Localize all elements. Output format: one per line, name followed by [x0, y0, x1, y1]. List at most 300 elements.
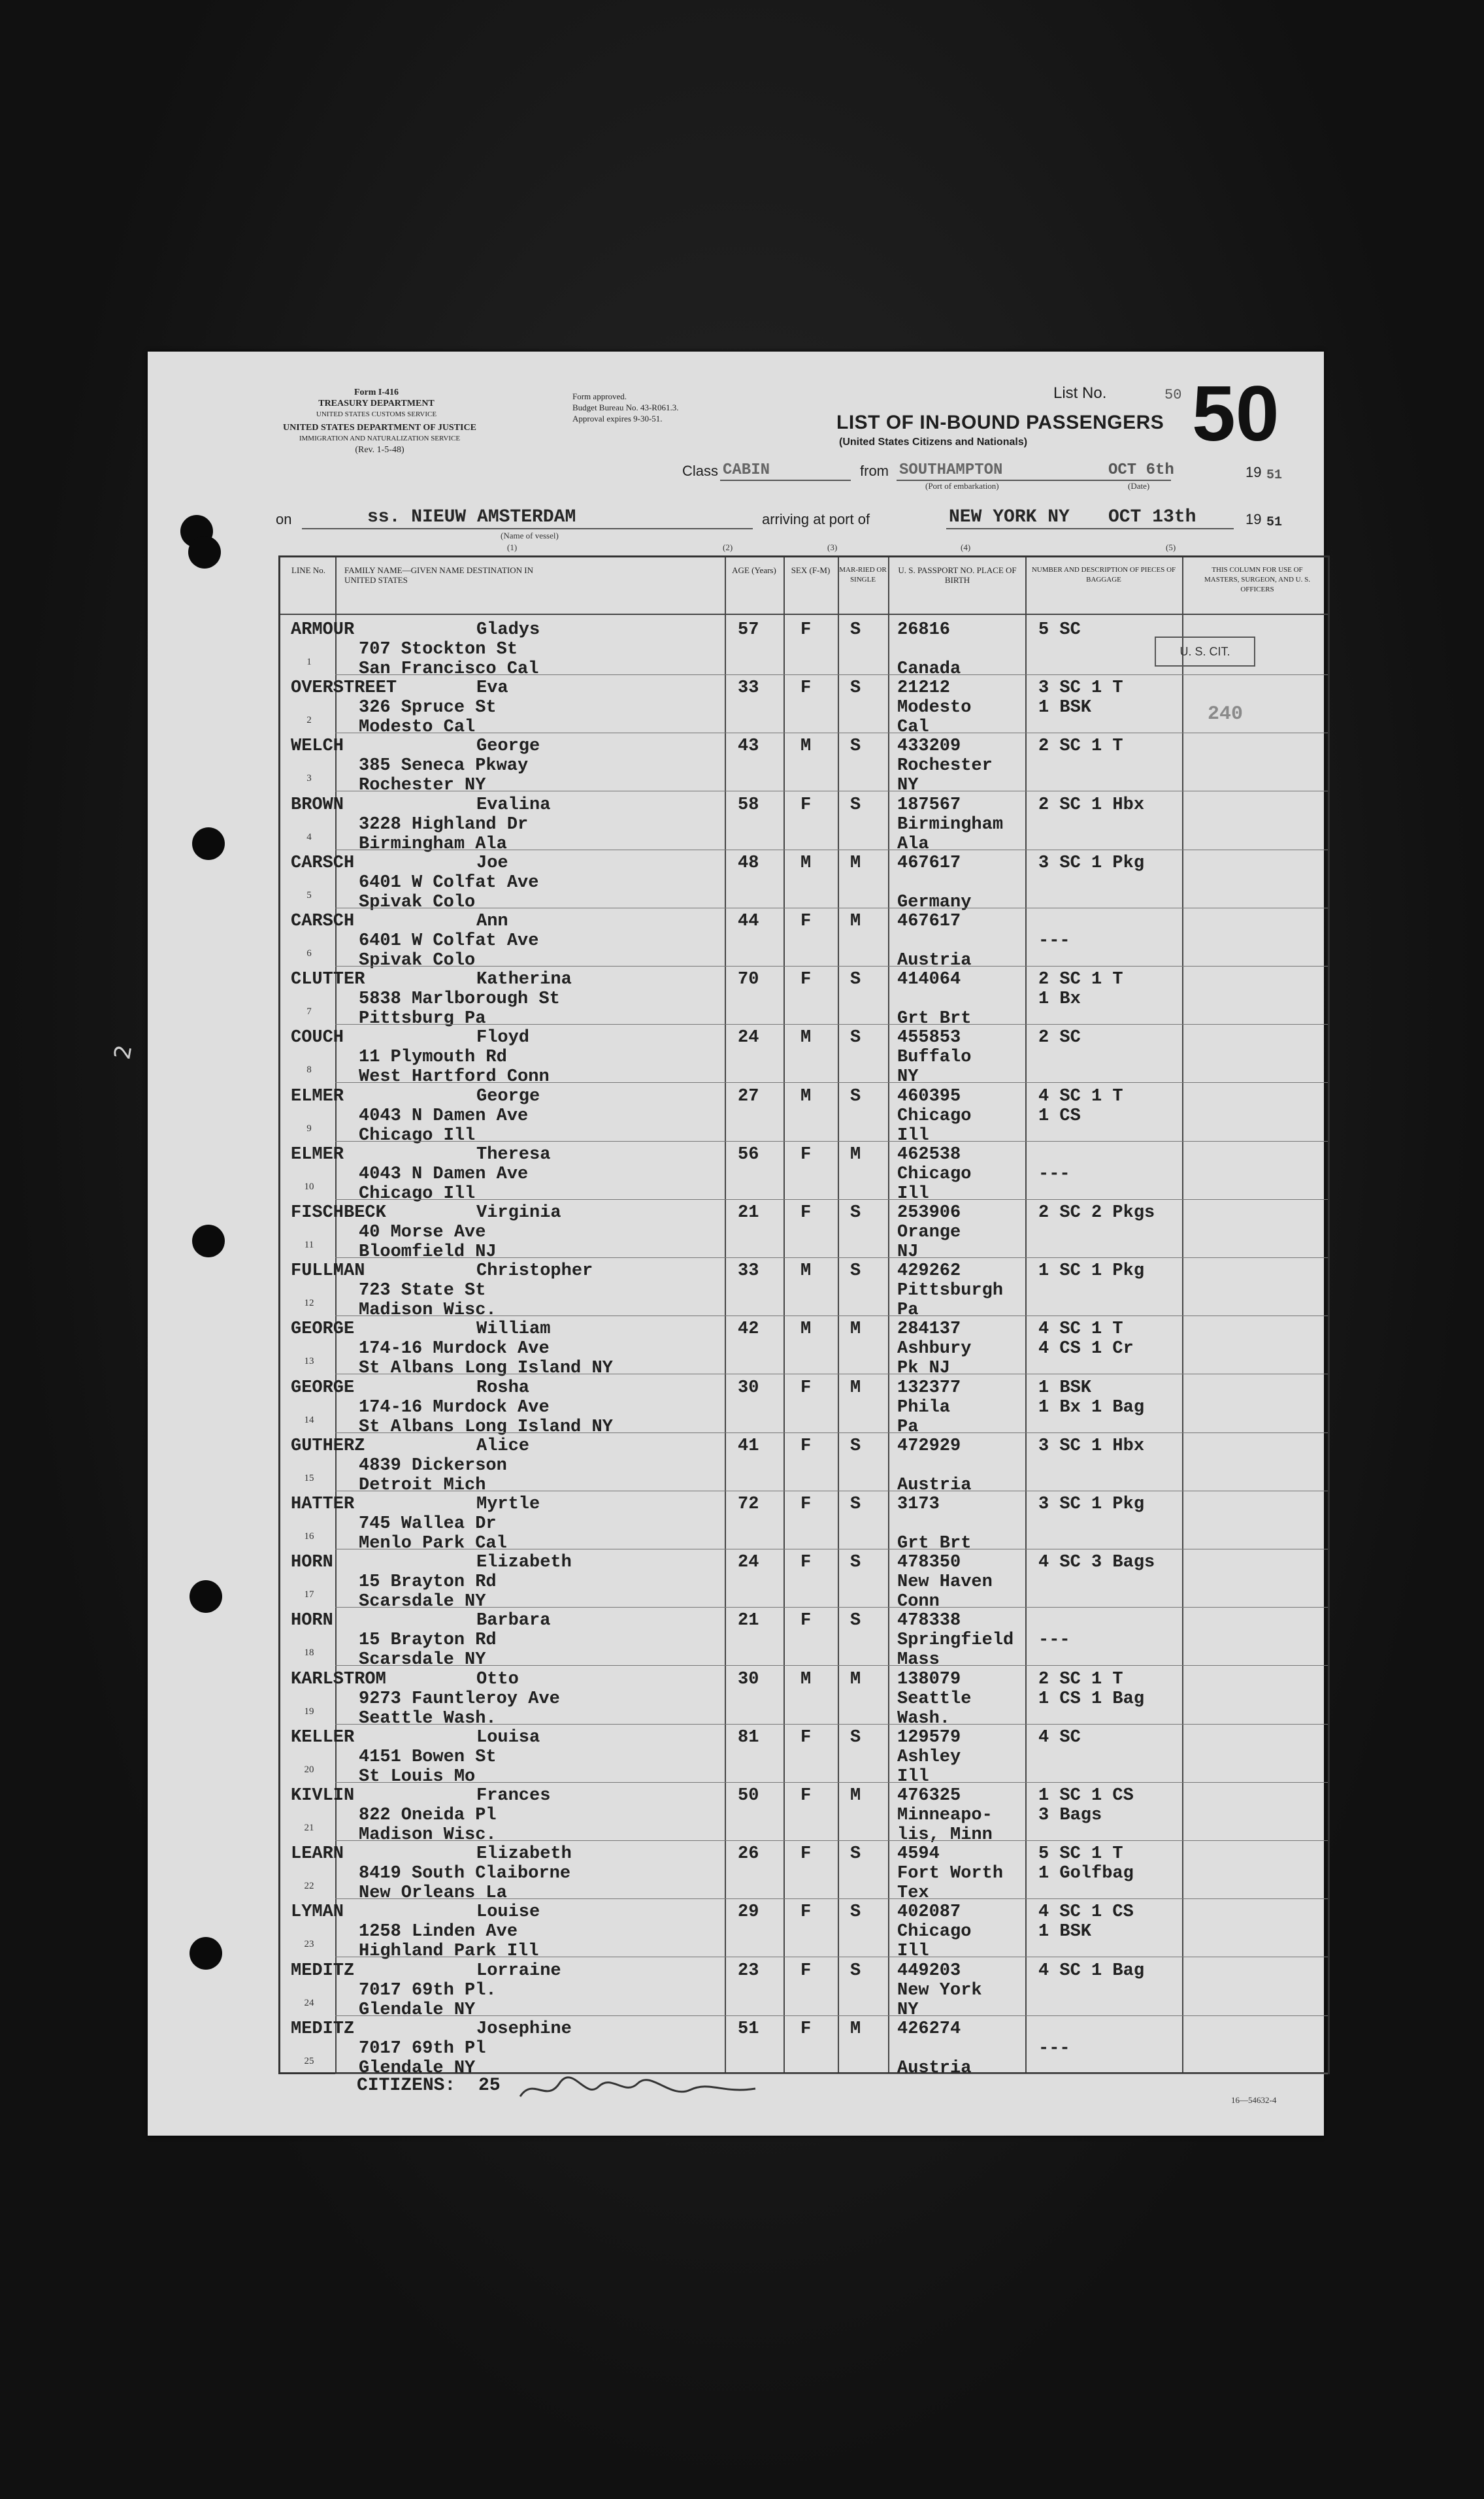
table-row — [280, 1666, 1328, 1729]
given-name-text: Lorraine — [476, 1961, 561, 1981]
given-name-text: Louise — [476, 1902, 540, 1923]
age-text: 43 — [738, 736, 759, 757]
marital-status-text: S — [850, 1902, 861, 1923]
page-title: LIST OF IN-BOUND PASSENGERS — [836, 412, 1164, 433]
line-number: 4 — [306, 831, 312, 842]
col-number-3: (3) — [827, 542, 838, 552]
baggage-line-2: 1 BSK — [1038, 698, 1092, 718]
birthplace-line-1: Ashley — [897, 1747, 961, 1767]
line-number: 1 — [306, 657, 312, 667]
given-name-text: Frances — [476, 1786, 551, 1806]
given-name-text: Theresa — [476, 1144, 551, 1165]
address-line-1: 723 State St — [359, 1281, 486, 1301]
table-row — [280, 1724, 1328, 1787]
list-no-label: List No. — [1053, 384, 1107, 402]
passport-number: 467617 — [897, 853, 961, 873]
given-name-text: Floyd — [476, 1028, 530, 1048]
surname-text: LEARN — [291, 1844, 344, 1864]
marital-status-text: S — [850, 1961, 861, 1981]
from-label: from — [860, 463, 889, 479]
given-name-text: Ann — [476, 912, 508, 931]
sex-text: F — [800, 1553, 812, 1573]
marital-status-text: S — [850, 1086, 861, 1106]
sex-text: M — [800, 1086, 812, 1106]
address-line-1: 822 Oneida Pl — [359, 1806, 497, 1825]
passport-number: 449203 — [897, 1961, 961, 1981]
line-number: 21 — [304, 1823, 314, 1833]
surname-text: CLUTTER — [291, 970, 365, 990]
baggage-line-1: 3 SC 1 Pkg — [1038, 853, 1145, 873]
address-line-2: Madison Wisc. — [359, 1300, 497, 1321]
surname-text: KELLER — [291, 1727, 355, 1747]
baggage-line-1: 2 SC 1 T — [1038, 970, 1123, 990]
age-text: 50 — [738, 1786, 759, 1806]
baggage-line-1: 3 SC 1 Pkg — [1038, 1495, 1145, 1514]
age-text: 58 — [738, 795, 759, 815]
sex-text: F — [800, 1902, 812, 1923]
table-row — [280, 1549, 1328, 1612]
baggage-line-1: 5 SC — [1038, 620, 1081, 640]
address-line-1: 15 Brayton Rd — [359, 1630, 497, 1651]
address-line-1: 8419 South Claiborne — [359, 1864, 571, 1884]
address-line-1: 4043 N Damen Ave — [359, 1106, 529, 1126]
table-row — [280, 1199, 1328, 1262]
baggage-line-1: 1 SC 1 CS — [1038, 1786, 1134, 1806]
line-number: 15 — [304, 1472, 314, 1483]
surname-text: KIVLIN — [291, 1786, 355, 1806]
birthplace-line-2: lis, Minn — [897, 1825, 993, 1845]
given-name-text: Barbara — [476, 1611, 551, 1631]
surname-text: ELMER — [291, 1144, 344, 1165]
line-number: 7 — [306, 1006, 312, 1018]
address-line-2: Rochester NY — [359, 776, 486, 796]
passport-number: 433209 — [897, 736, 961, 757]
arrival-port: NEW YORK NY — [949, 507, 1070, 527]
birthplace-line-1: New Haven — [897, 1572, 993, 1593]
birthplace-line-2: Mass — [897, 1650, 940, 1670]
table-row — [280, 2015, 1328, 2078]
age-text: 24 — [738, 1553, 759, 1573]
marital-status-text: S — [850, 970, 861, 990]
sex-text: F — [800, 1961, 812, 1981]
table-row — [280, 966, 1328, 1029]
depart-year: 51 — [1266, 468, 1283, 483]
col-number-5: (5) — [1166, 542, 1176, 552]
birthplace-line-2: Pa — [897, 1300, 919, 1321]
marital-status-text: S — [850, 1028, 861, 1048]
baggage-line-1: 2 SC 1 T — [1038, 1669, 1123, 1689]
baggage-line-2: 1 Bx — [1038, 989, 1081, 1010]
passenger-table — [278, 555, 1330, 2078]
punch-hole — [190, 1937, 222, 1970]
class-value: CABIN — [723, 461, 770, 479]
line-number: 6 — [306, 948, 312, 959]
baggage-line-1: 2 SC 1 Hbx — [1038, 795, 1145, 815]
surname-text: MEDITZ — [291, 1961, 355, 1981]
age-text: 51 — [738, 2019, 759, 2039]
class-underline — [720, 480, 851, 481]
birthplace-line-1: Buffalo — [897, 1048, 972, 1068]
address-line-2: Madison Wisc. — [359, 1825, 497, 1845]
col-head-baggage: NUMBER AND DESCRIPTION OF PIECES OF BAGGAGE — [1031, 566, 1176, 584]
table-row — [280, 1840, 1328, 1904]
address-line-1: 7017 69th Pl — [359, 2038, 486, 2059]
line-number: 13 — [304, 1356, 314, 1367]
birthplace-line-2: Ala — [897, 834, 929, 854]
arrival-year-prefix: 19 — [1245, 511, 1262, 527]
address-line-1: 6401 W Colfat Ave — [359, 931, 539, 951]
age-text: 72 — [738, 1495, 759, 1514]
address-line-2: Modesto Cal — [359, 718, 476, 738]
sex-text: F — [800, 1786, 812, 1806]
address-line-2: Chicago Ill — [359, 1125, 476, 1146]
line-number: 19 — [304, 1706, 314, 1717]
sex-text: M — [800, 1669, 812, 1689]
line-number: 22 — [304, 1881, 314, 1892]
sex-text: F — [800, 795, 812, 815]
given-name-text: Alice — [476, 1436, 530, 1456]
marital-status-text: M — [850, 1319, 861, 1340]
table-row — [280, 733, 1328, 796]
age-text: 42 — [738, 1319, 759, 1340]
line-number: 10 — [304, 1181, 314, 1192]
age-text: 23 — [738, 1961, 759, 1981]
surname-text: CARSCH — [291, 853, 355, 873]
birthplace-line-1: Chicago — [897, 1164, 972, 1184]
address-line-1: 4839 Dickerson — [359, 1455, 507, 1476]
given-name-text: Elizabeth — [476, 1844, 572, 1864]
age-text: 29 — [738, 1902, 759, 1923]
line-number: 8 — [306, 1065, 312, 1076]
birthplace-line-1: Rochester — [897, 756, 993, 776]
sex-text: M — [800, 1319, 812, 1340]
marital-status-text: M — [850, 1786, 861, 1806]
vessel-underline — [302, 528, 753, 529]
birthplace-line-1: Seattle — [897, 1689, 972, 1709]
address-line-2: Scarsdale NY — [359, 1592, 486, 1612]
marital-status-text: S — [850, 678, 861, 699]
passport-number: 462538 — [897, 1144, 961, 1165]
approval-expires: Approval expires 9-30-51. — [572, 414, 663, 423]
given-name-text: Elizabeth — [476, 1553, 572, 1573]
birthplace-line-2: Pk NJ — [897, 1359, 951, 1379]
table-row — [280, 674, 1328, 738]
baggage-line-1: 2 SC 2 Pkgs — [1038, 1203, 1155, 1223]
passport-number: 478350 — [897, 1553, 961, 1573]
birthplace-line-2: Ill — [897, 1125, 929, 1146]
col-number-4: (4) — [961, 542, 971, 552]
sex-text: M — [800, 1261, 812, 1282]
surname-text: FULLMAN — [291, 1261, 365, 1282]
birthplace-line-2: Ill — [897, 1183, 929, 1204]
sex-text: F — [800, 970, 812, 990]
address-line-1: 326 Spruce St — [359, 698, 497, 718]
form-number: Form I-416 — [354, 388, 399, 397]
table-row — [280, 1957, 1328, 2020]
given-name-text: Joe — [476, 853, 508, 873]
faint-mark: 240 — [1208, 703, 1244, 725]
birthplace-line-1: Ashbury — [897, 1339, 972, 1359]
sex-text: F — [800, 1727, 812, 1747]
passport-number: 284137 — [897, 1319, 961, 1340]
col-head-sex: SEX (F-M) — [791, 565, 831, 575]
sex-text: F — [800, 1495, 812, 1514]
birthplace-line-2: Pa — [897, 1417, 919, 1437]
given-name-text: Gladys — [476, 620, 540, 640]
age-text: 30 — [738, 1378, 759, 1398]
sex-text: M — [800, 1028, 812, 1048]
birthplace-line-2: Grt Brt — [897, 1534, 972, 1553]
vessel-caption: (Name of vessel) — [501, 531, 559, 540]
birthplace-line-2: Canada — [897, 659, 961, 679]
birthplace-line-1: Chicago — [897, 1106, 972, 1126]
passport-number: 132377 — [897, 1378, 961, 1398]
passport-number: 187567 — [897, 795, 961, 815]
given-name-text: Virginia — [476, 1203, 561, 1223]
passport-number: 472929 — [897, 1436, 961, 1456]
passenger-list-form — [148, 352, 1324, 2136]
surname-text: CARSCH — [291, 912, 355, 931]
baggage-line-2: 1 Golfbag — [1038, 1864, 1134, 1884]
marital-status-text: S — [850, 795, 861, 815]
surname-text: GEORGE — [291, 1319, 355, 1340]
passport-number: 478338 — [897, 1611, 961, 1631]
col-head-married: MAR-RIED OR SINGLE — [839, 566, 887, 584]
line-number: 12 — [304, 1298, 314, 1309]
list-no-big: 50 — [1192, 370, 1279, 457]
address-line-2: Spivak Colo — [359, 892, 476, 912]
address-line-2: Pittsburg Pa — [359, 1009, 486, 1029]
baggage-line-1: 1 SC 1 Pkg — [1038, 1261, 1145, 1282]
surname-text: HATTER — [291, 1495, 355, 1514]
line-number: 25 — [304, 2055, 314, 2066]
baggage-line-1: 5 SC 1 T — [1038, 1844, 1123, 1864]
sex-text: F — [800, 1144, 812, 1165]
passport-number: 138079 — [897, 1669, 961, 1689]
given-name-text: George — [476, 736, 540, 757]
birthplace-line-2: NY — [897, 2000, 919, 2020]
col-head-line: LINE No. — [291, 565, 325, 575]
birthplace-line-2: Austria — [897, 1475, 972, 1495]
line-number: 18 — [304, 1647, 314, 1659]
punch-hole — [188, 536, 221, 569]
passport-number: 460395 — [897, 1086, 961, 1106]
passport-number: 414064 — [897, 970, 961, 990]
baggage-line-2: --- — [1038, 931, 1070, 951]
address-line-2: San Francisco Cal — [359, 659, 539, 679]
justice-block — [239, 422, 520, 455]
baggage-line-1: 4 SC 1 T — [1038, 1086, 1123, 1106]
marital-status-text: S — [850, 1727, 861, 1747]
age-text: 44 — [738, 912, 759, 931]
given-name-text: Louisa — [476, 1727, 540, 1747]
depart-year-prefix: 19 — [1245, 464, 1262, 480]
birthplace-line-2: Austria — [897, 951, 972, 970]
age-text: 24 — [738, 1028, 759, 1048]
age-text: 21 — [738, 1611, 759, 1631]
on-label: on — [276, 511, 292, 527]
baggage-line-2: 1 CS 1 Bag — [1038, 1689, 1145, 1709]
table-row — [280, 1316, 1328, 1379]
age-text: 27 — [738, 1086, 759, 1106]
marital-status-text: S — [850, 1611, 861, 1631]
marital-status-text: S — [850, 1261, 861, 1282]
surname-text: LYMAN — [291, 1902, 344, 1923]
birthplace-line-2: Conn — [897, 1592, 940, 1612]
given-name-text: William — [476, 1319, 551, 1340]
passport-number: 21212 — [897, 678, 951, 699]
baggage-line-2: 1 BSK — [1038, 1922, 1092, 1942]
given-name-text: Myrtle — [476, 1495, 540, 1514]
address-line-2: St Albans Long Island NY — [359, 1359, 613, 1379]
age-text: 21 — [738, 1203, 759, 1223]
address-line-1: 3228 Highland Dr — [359, 814, 529, 835]
age-text: 33 — [738, 678, 759, 699]
col-number-1: (1) — [507, 542, 518, 552]
line-number: 17 — [304, 1589, 314, 1600]
passport-number: 26816 — [897, 620, 951, 640]
baggage-line-1: 3 SC 1 Hbx — [1038, 1436, 1145, 1456]
table-row — [280, 1898, 1328, 1962]
surname-text: BROWN — [291, 795, 344, 815]
marital-status-text: M — [850, 2019, 861, 2039]
age-text: 26 — [738, 1844, 759, 1864]
line-number: 16 — [304, 1531, 314, 1542]
address-line-2: Seattle Wash. — [359, 1708, 497, 1729]
marital-status-text: S — [850, 1553, 861, 1573]
address-line-1: 707 Stockton St — [359, 640, 518, 659]
baggage-line-2: 4 CS 1 Cr — [1038, 1339, 1134, 1359]
birthplace-line-2: NY — [897, 776, 919, 796]
birthplace-line-1: Orange — [897, 1223, 961, 1242]
address-line-2: Menlo Park Cal — [359, 1534, 507, 1553]
col-head-passport: U. S. PASSPORT NO. PLACE OF BIRTH — [898, 565, 1017, 585]
age-text: 33 — [738, 1261, 759, 1282]
table-row — [280, 1141, 1328, 1204]
line-number: 20 — [304, 1764, 314, 1775]
table-row — [280, 850, 1328, 912]
col-number-2: (2) — [723, 542, 733, 552]
col-head-name: FAMILY NAME—GIVEN NAME DESTINATION IN UNITED STATES — [344, 565, 534, 585]
baggage-line-1: 3 SC 1 T — [1038, 678, 1123, 699]
marital-status-text: S — [850, 1436, 861, 1456]
marital-status-text: M — [850, 1378, 861, 1398]
baggage-line-1: 4 SC 1 Bag — [1038, 1961, 1145, 1981]
address-line-1: 4151 Bowen St — [359, 1747, 497, 1767]
passport-number: 467617 — [897, 912, 961, 931]
table-row — [280, 908, 1328, 970]
passport-number: 426274 — [897, 2019, 961, 2039]
table-row — [280, 1257, 1328, 1321]
signature-stroke — [520, 2077, 755, 2096]
surname-text: MEDITZ — [291, 2019, 355, 2039]
address-line-2: Glendale NY — [359, 2058, 476, 2078]
birthplace-line-2: Austria — [897, 2058, 972, 2078]
birthplace-line-2: Ill — [897, 1766, 929, 1787]
address-line-2: St Albans Long Island NY — [359, 1417, 613, 1437]
birthplace-line-2: NY — [897, 1067, 919, 1087]
revision: (Rev. 1-5-48) — [355, 445, 404, 455]
address-line-2: Bloomfield NJ — [359, 1242, 497, 1262]
table-row — [280, 1432, 1328, 1495]
table-row — [280, 1607, 1328, 1670]
line-number: 3 — [306, 773, 312, 784]
address-line-2: Highland Park Ill — [359, 1942, 539, 1962]
line-number: 9 — [306, 1123, 312, 1134]
table-row — [280, 1024, 1328, 1087]
sex-text: F — [800, 1611, 812, 1631]
birthplace-line-1: Minneapo- — [897, 1806, 993, 1825]
punch-hole — [190, 1580, 222, 1613]
birthplace-line-2: Tex — [897, 1883, 929, 1904]
passport-number: 4594 — [897, 1844, 940, 1864]
birthplace-line-1: New York — [897, 1980, 982, 2000]
given-name-text: Katherina — [476, 970, 572, 990]
given-name-text: Otto — [476, 1669, 519, 1689]
passport-number: 455853 — [897, 1028, 961, 1048]
sex-text: F — [800, 1378, 812, 1398]
age-text: 70 — [738, 970, 759, 990]
address-line-1: 15 Brayton Rd — [359, 1572, 497, 1593]
age-text: 30 — [738, 1669, 759, 1689]
baggage-line-2: --- — [1038, 1630, 1070, 1651]
citizens-label: CITIZENS: — [357, 2076, 456, 2096]
birthplace-line-2: Ill — [897, 1942, 929, 1962]
given-name-text: Eva — [476, 678, 508, 699]
address-line-2: Glendale NY — [359, 2000, 476, 2020]
surname-text: HORN — [291, 1611, 333, 1631]
sex-text: F — [800, 678, 812, 699]
sex-text: F — [800, 2019, 812, 2039]
surname-text: GEORGE — [291, 1378, 355, 1398]
table-row — [280, 1491, 1328, 1553]
approval-block — [572, 391, 768, 424]
surname-text: GUTHERZ — [291, 1436, 365, 1456]
surname-text: ELMER — [291, 1086, 344, 1106]
marital-status-text: M — [850, 1144, 861, 1165]
officer-signature — [514, 2070, 762, 2110]
page-subtitle: (United States Citizens and Nationals) — [839, 437, 1028, 448]
baggage-line-1: 1 BSK — [1038, 1378, 1092, 1398]
marital-status-text: S — [850, 1495, 861, 1514]
birthplace-line-2: Cal — [897, 718, 929, 738]
sex-text: F — [800, 1436, 812, 1456]
passport-number: 253906 — [897, 1203, 961, 1223]
birthplace-line-1: Fort Worth — [897, 1864, 1004, 1884]
from-value: SOUTHAMPTON — [899, 461, 1003, 479]
line-number: 14 — [304, 1414, 314, 1425]
baggage-line-1: 4 SC — [1038, 1727, 1081, 1747]
form-approved: Form approved. — [572, 391, 627, 401]
age-text: 41 — [738, 1436, 759, 1456]
address-line-2: Scarsdale NY — [359, 1650, 486, 1670]
address-line-1: 9273 Fauntleroy Ave — [359, 1689, 560, 1709]
justice-department: UNITED STATES DEPARTMENT OF JUSTICE — [283, 423, 476, 433]
baggage-line-2: --- — [1038, 1164, 1070, 1184]
form-code: 16—54632-4 — [1231, 2095, 1277, 2105]
marital-status-text: M — [850, 912, 861, 931]
baggage-line-1: 2 SC 1 T — [1038, 736, 1123, 757]
address-line-2: St Louis Mo — [359, 1766, 476, 1787]
line-number: 2 — [306, 715, 312, 726]
age-text: 56 — [738, 1144, 759, 1165]
age-text: 57 — [738, 620, 759, 640]
sex-text: F — [800, 620, 812, 640]
list-no-small: 50 — [1164, 387, 1182, 403]
customs-service: UNITED STATES CUSTOMS SERVICE — [316, 410, 437, 418]
passport-number: 402087 — [897, 1902, 961, 1923]
baggage-line-1: 4 SC 3 Bags — [1038, 1553, 1155, 1573]
